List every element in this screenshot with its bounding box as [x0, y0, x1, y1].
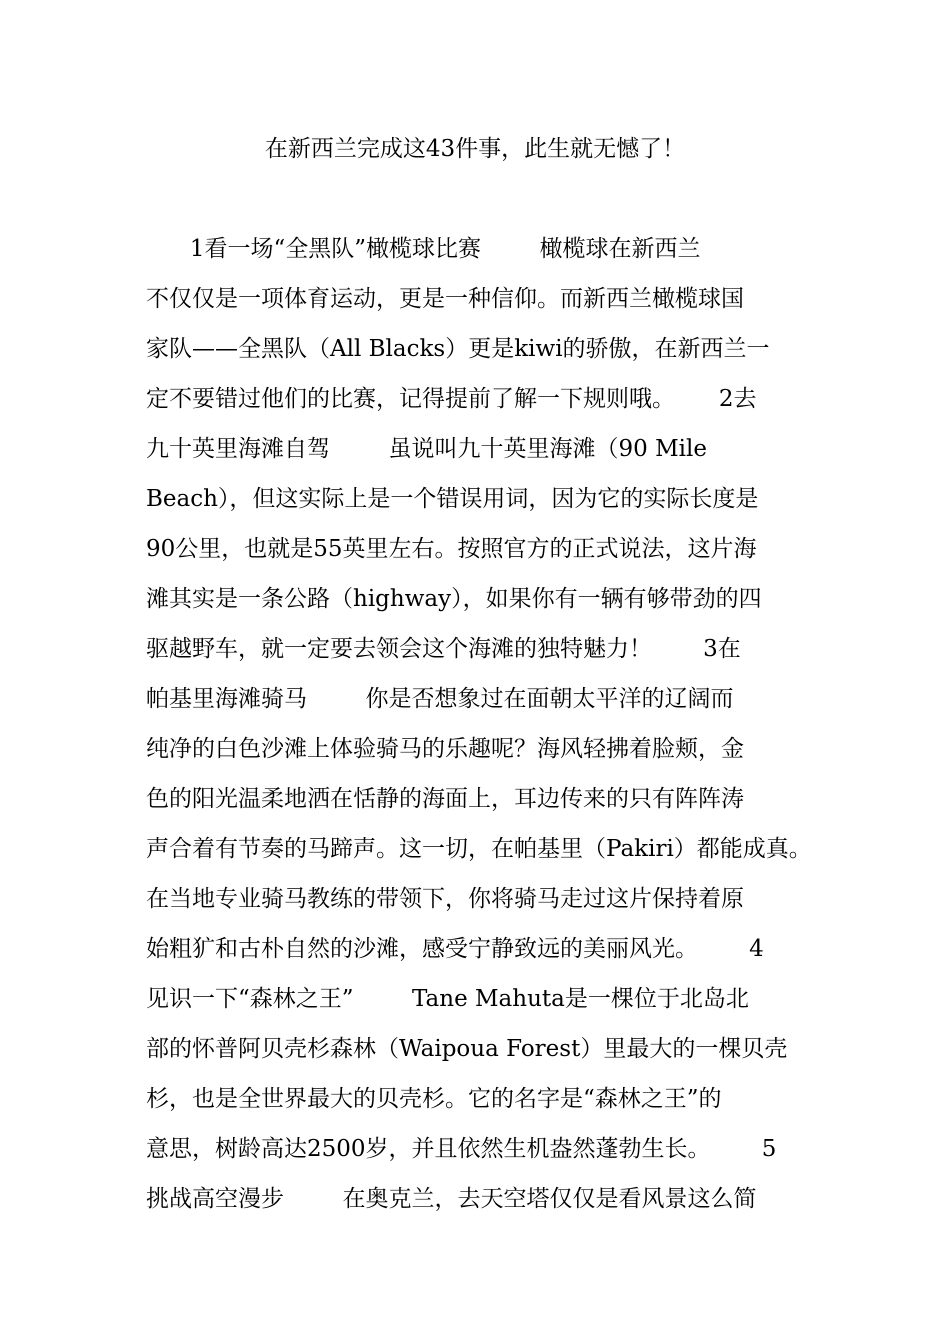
- text-line: 不仅仅是一项体育运动，更是一种信仰。而新西兰橄榄球国: [146, 286, 744, 312]
- text-line: 色的阳光温柔地洒在恬静的海面上，耳边传来的只有阵阵涛: [146, 786, 744, 812]
- text-line: 挑战高空漫步 在奥克兰，去天空塔仅仅是看风景这么简: [146, 1186, 757, 1212]
- text-line: 90公里，也就是55英里左右。按照官方的正式说法，这片海: [146, 536, 757, 562]
- text-line: 部的怀普阿贝壳杉森林（Waipoua Forest）里最大的一棵贝壳: [146, 1036, 788, 1062]
- text-line: 帕基里海滩骑马 你是否想象过在面朝太平洋的辽阔而: [146, 686, 734, 712]
- text-line: 九十英里海滩自驾 虽说叫九十英里海滩（90 Mile: [146, 436, 707, 462]
- text-line: 始粗犷和古朴自然的沙滩，感受宁静致远的美丽风光。 4: [146, 936, 764, 962]
- document-body: [146, 233, 826, 1233]
- text-line: 声合着有节奏的马蹄声。这一切，在帕基里（Pakiri）都能成真。: [146, 836, 812, 862]
- text-line: 滩其实是一条公路（highway），如果你有一辆有够带劲的四: [146, 586, 762, 612]
- text-line: 意思，树龄高达2500岁，并且依然生机盎然蓬勃生长。 5: [146, 1136, 777, 1162]
- text-line: 纯净的白色沙滩上体验骑马的乐趣呢？海风轻拂着脸颊，金: [146, 736, 744, 762]
- text-line: Beach），但这实际上是一个错误用词，因为它的实际长度是: [146, 486, 759, 512]
- text-line: 见识一下“森林之王” Tane Mahuta是一棵位于北岛北: [146, 986, 749, 1012]
- text-line: 驱越野车，就一定要去领会这个海滩的独特魅力！ 3在: [146, 636, 741, 662]
- text-line: 定不要错过他们的比赛，记得提前了解一下规则哦。 2去: [146, 386, 757, 412]
- text-line: 在当地专业骑马教练的带领下，你将骑马走过这片保持着原: [146, 886, 744, 912]
- text-line: 杉，也是全世界最大的贝壳杉。它的名字是“森林之王”的: [146, 1086, 722, 1112]
- document-title: 在新西兰完成这43件事，此生就无憾了！: [264, 136, 686, 162]
- text-line: 1看一场“全黑队”橄榄球比赛 橄榄球在新西兰: [146, 236, 701, 262]
- text-line: 家队——全黑队（All Blacks）更是kiwi的骄傲，在新西兰一: [146, 336, 770, 362]
